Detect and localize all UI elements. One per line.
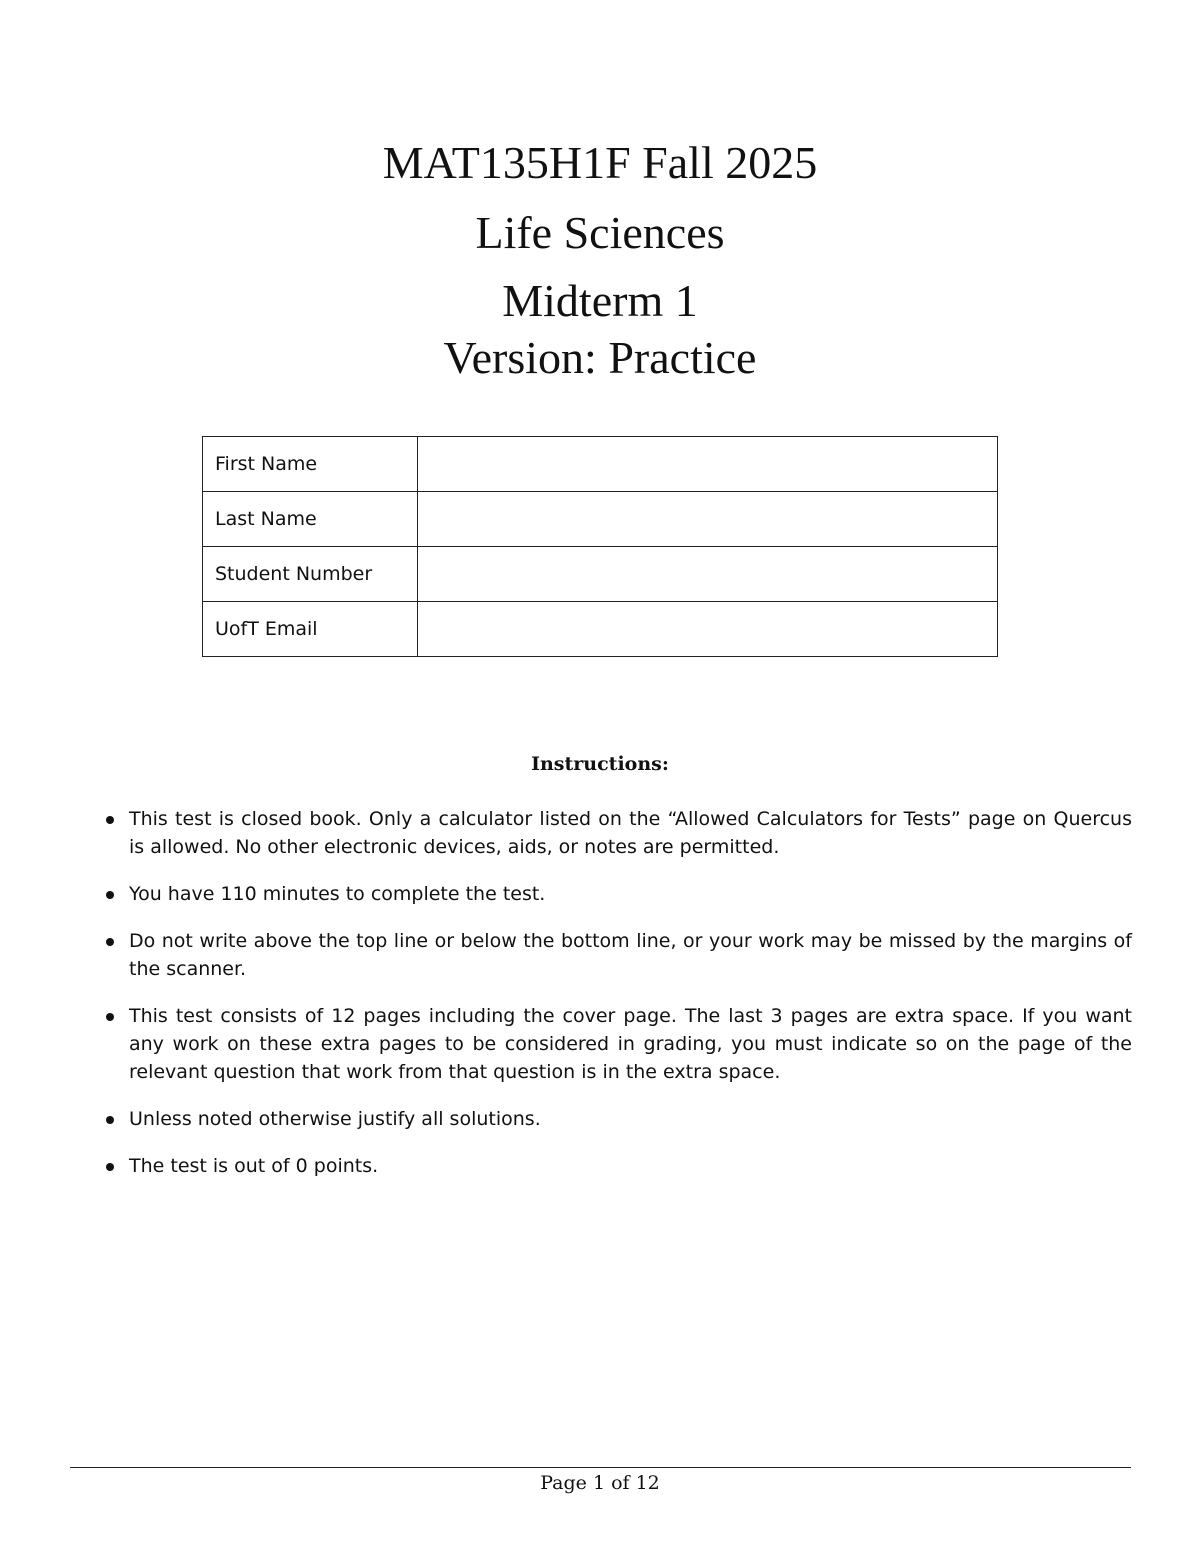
instruction-text: Do not write above the top line or below the bottom line, or your work may be missed by the margins of the scanner. xyxy=(129,930,1132,980)
instructions-heading: Instructions: xyxy=(531,753,669,775)
bullet-icon xyxy=(106,1163,114,1171)
first-name-label: First Name xyxy=(203,437,418,492)
uoft-email-label: UofT Email xyxy=(203,602,418,657)
list-item xyxy=(100,1105,1132,1133)
instruction-text: Unless noted otherwise justify all solutions. xyxy=(129,1108,541,1130)
last-name-label: Last Name xyxy=(203,492,418,547)
table-row xyxy=(203,602,998,657)
student-number-field[interactable] xyxy=(418,547,998,602)
version-title: Version: Practice xyxy=(443,332,757,383)
uoft-email-field[interactable] xyxy=(418,602,998,657)
table-row xyxy=(203,547,998,602)
list-item xyxy=(100,880,1132,908)
instruction-text: You have 110 minutes to complete the test. xyxy=(129,883,546,905)
last-name-field[interactable] xyxy=(418,492,998,547)
table-row xyxy=(203,492,998,547)
bullet-icon xyxy=(106,1013,114,1021)
list-item xyxy=(100,927,1132,983)
exam-title: Midterm 1 xyxy=(502,275,698,326)
bullet-icon xyxy=(106,1116,114,1124)
bullet-icon xyxy=(106,938,114,946)
list-item xyxy=(100,1152,1132,1180)
instruction-text: This test consists of 12 pages including the cover page. The last 3 pages are extra space. If you want any work on these extra pages to be considered in grading, you must indicate so on the page of the relevant question that work from that question is in the extra space. xyxy=(129,1005,1132,1083)
bullet-icon xyxy=(106,816,114,824)
instruction-text: This test is closed book. Only a calculator listed on the “Allowed Calculators for Tests” page on Quercus is allowed. No other electronic devices, aids, or notes are permitted. xyxy=(129,808,1132,858)
table-row xyxy=(203,437,998,492)
page-number: Page 1 of 12 xyxy=(540,1472,660,1494)
student-info-table xyxy=(202,436,998,657)
bullet-icon xyxy=(106,891,114,899)
faculty-title: Life Sciences xyxy=(475,207,725,258)
footer-divider xyxy=(70,1467,1131,1468)
student-number-label: Student Number xyxy=(203,547,418,602)
list-item xyxy=(100,1002,1132,1086)
instructions-list xyxy=(100,805,1132,1199)
first-name-field[interactable] xyxy=(418,437,998,492)
course-title: MAT135H1F Fall 2025 xyxy=(382,137,818,188)
list-item xyxy=(100,805,1132,861)
instruction-text: The test is out of 0 points. xyxy=(129,1155,379,1177)
